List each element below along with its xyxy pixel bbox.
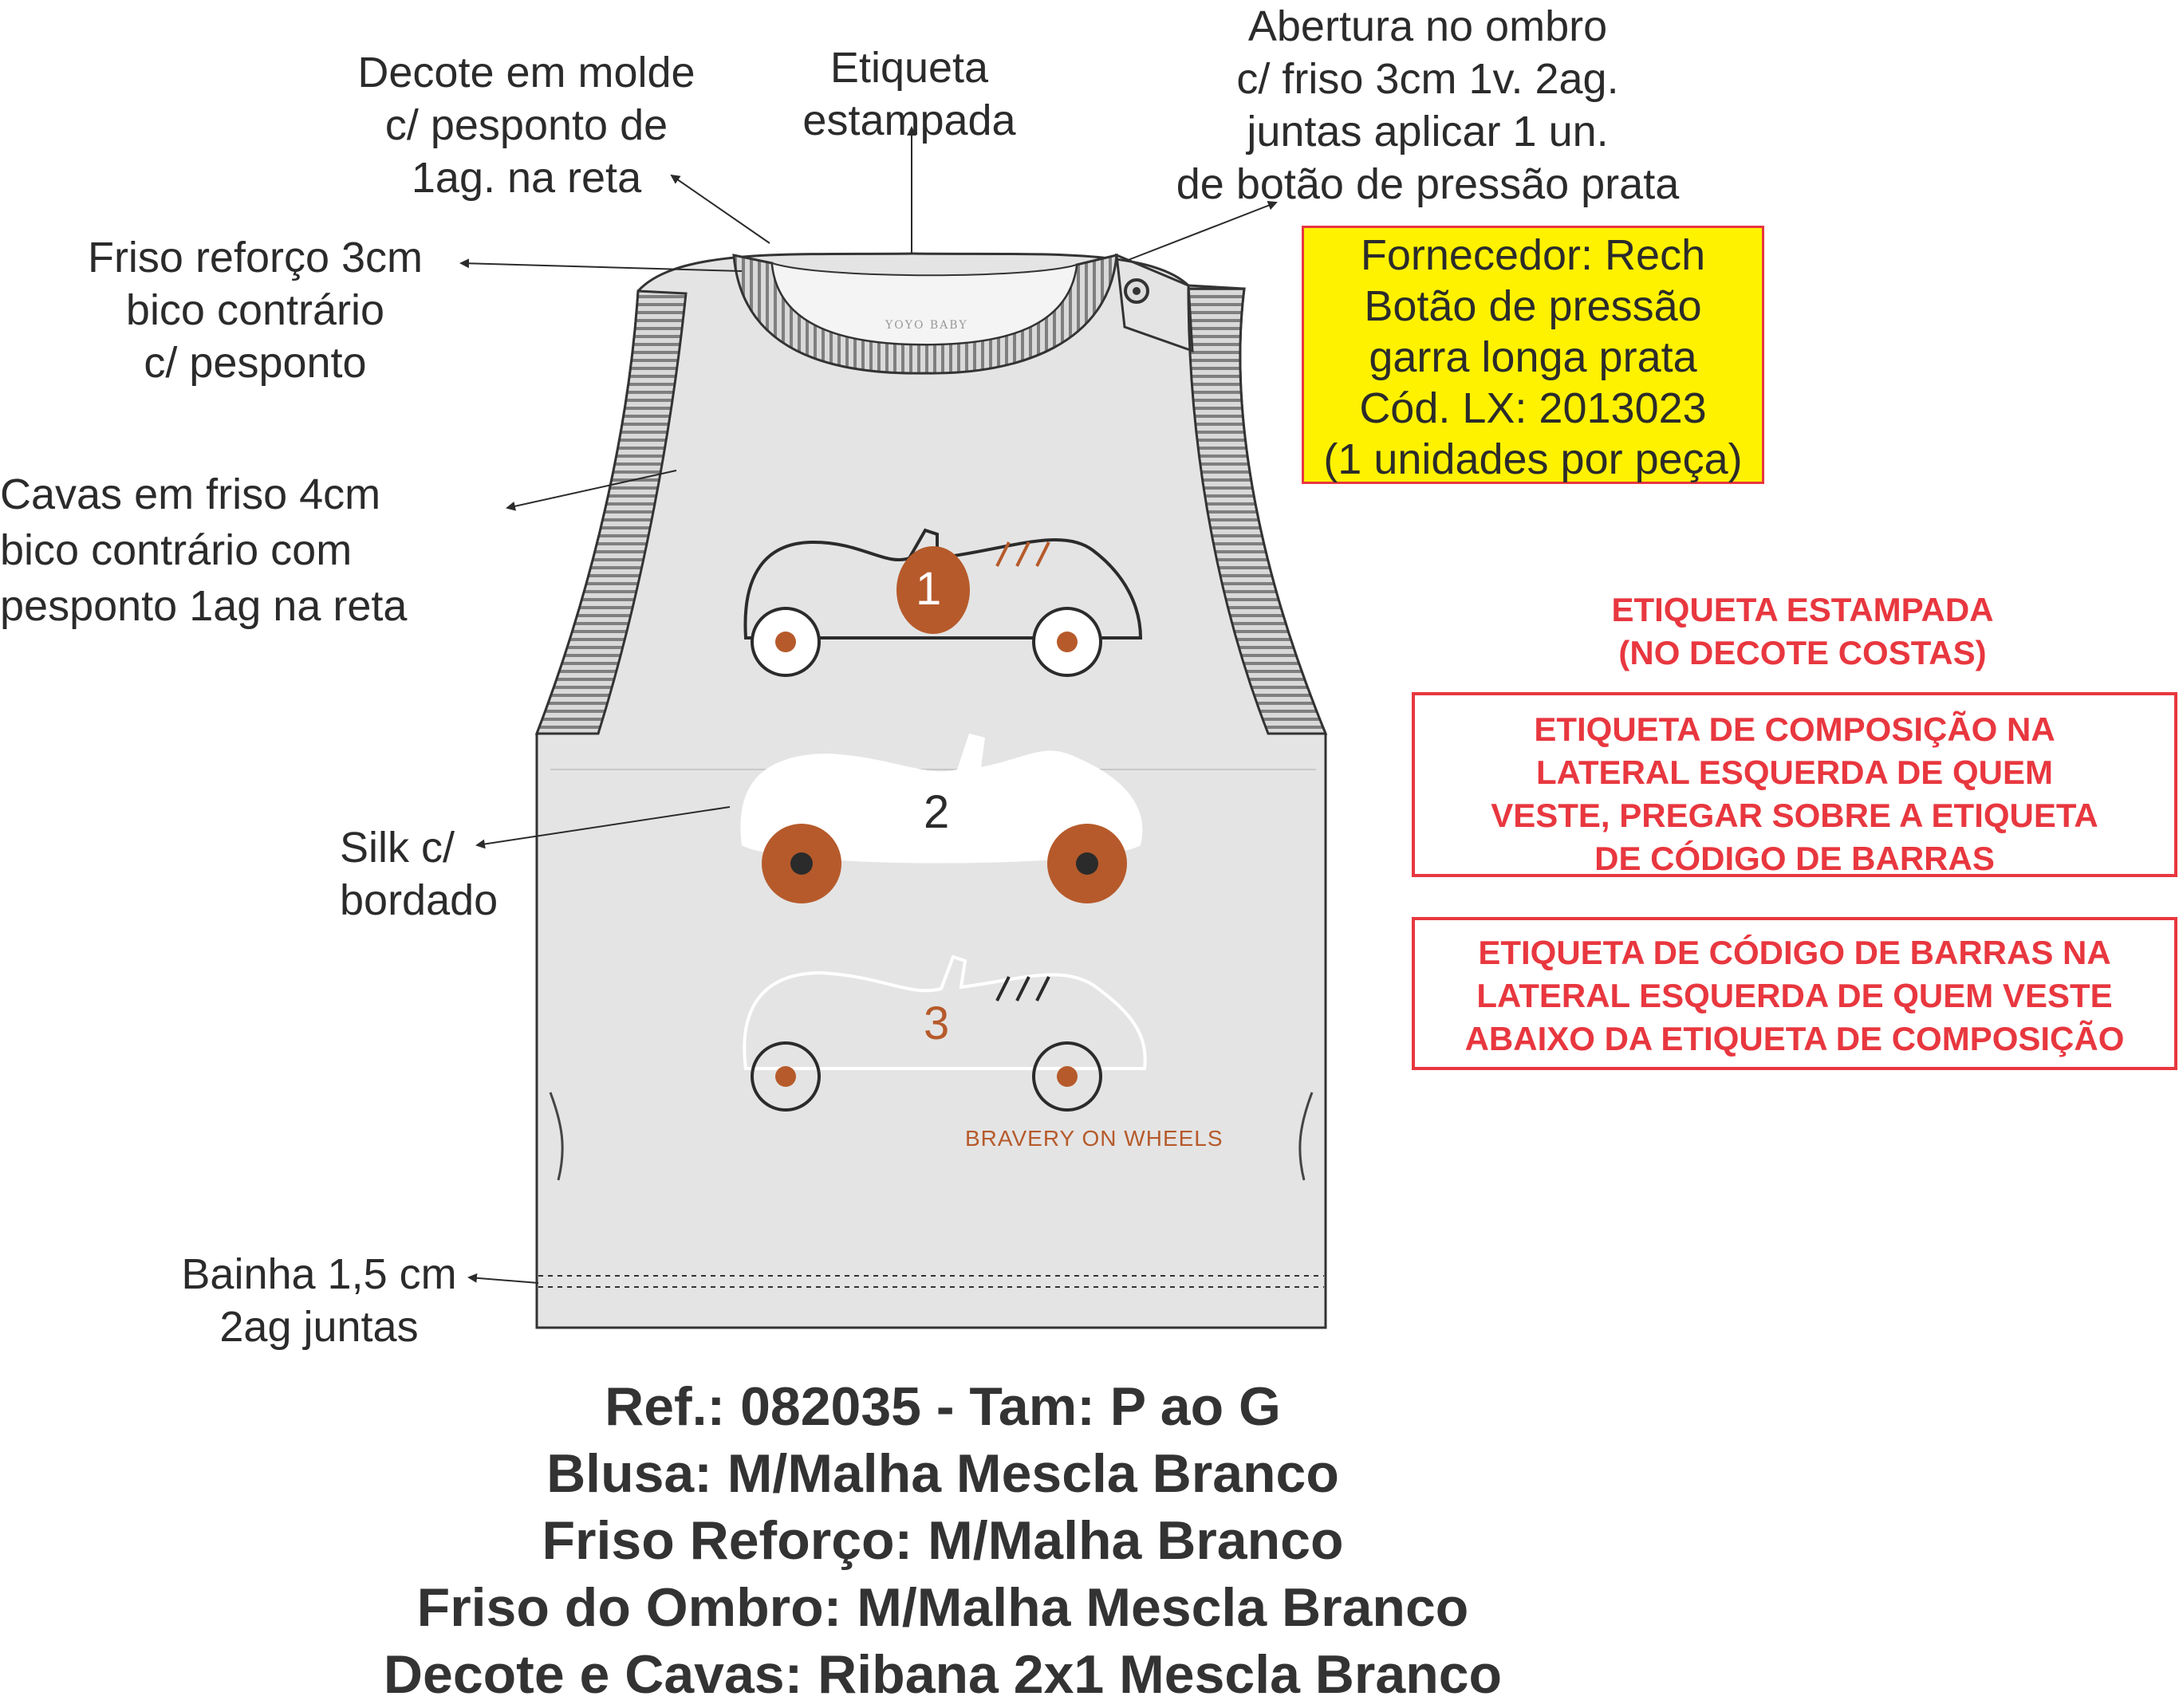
- spec-decote-cavas: Decote e Cavas: Ribana 2x1 Mescla Branco: [383, 1644, 1503, 1705]
- printed-label-note: ETIQUETA ESTAMPADA (NO DECOTE COSTAS): [1611, 591, 1994, 671]
- spec-ref: Ref.: 082035 - Tam: P ao G: [605, 1376, 1281, 1437]
- composition-label-note: ETIQUETA DE COMPOSIÇÃO NA LATERAL ESQUERDA DE QUEM VESTE, PREGAR SOBRE A ETIQUETA DE CÓDIGO DE BARRAS: [1412, 692, 2177, 877]
- annotation-silk: Silk c/ bordado: [340, 824, 498, 924]
- annotation-friso-reforco: Friso reforço 3cm bico contrário c/ pesponto: [87, 234, 424, 387]
- car-2-number: 2: [924, 786, 950, 838]
- supplier-box: Fornecedor: Rech Botão de pressão garra longa prata Cód. LX: 2013023 (1 unidades por peça): [1302, 226, 1764, 484]
- spec-blusa: Blusa: M/Malha Mescla Branco: [546, 1443, 1339, 1504]
- car-1-number: 1: [916, 563, 942, 615]
- annotation-abertura: Abertura no ombro c/ friso 3cm 1v. 2ag. juntas aplicar 1 un. de botão de pressão prata: [1176, 2, 1680, 208]
- annotation-cavas: Cavas em friso 4cm bico contrário com pesponto 1ag na reta: [0, 470, 408, 630]
- spec-footer: [0, 1373, 1885, 1708]
- print-slogan: BRAVERY ON WHEELS: [965, 1126, 1223, 1151]
- car-3-number: 3: [924, 998, 950, 1049]
- annotation-bainha: Bainha 1,5 cm 2ag juntas: [181, 1250, 457, 1351]
- spec-friso-ombro: Friso do Ombro: M/Malha Mescla Branco: [416, 1577, 1469, 1638]
- spec-friso-reforco: Friso Reforço: M/Malha Branco: [542, 1510, 1344, 1571]
- annotation-decote: Decote em molde c/ pesponto de 1ag. na reta: [357, 49, 695, 202]
- neck-label-text: YOYO BABY: [885, 319, 968, 332]
- barcode-label-note: ETIQUETA DE CÓDIGO DE BARRAS NA LATERAL ESQUERDA DE QUEM VESTE ABAIXO DA ETIQUETA DE COMPOSIÇÃO: [1412, 917, 2177, 1070]
- annotation-etiqueta: Etiqueta estampada: [802, 44, 1016, 144]
